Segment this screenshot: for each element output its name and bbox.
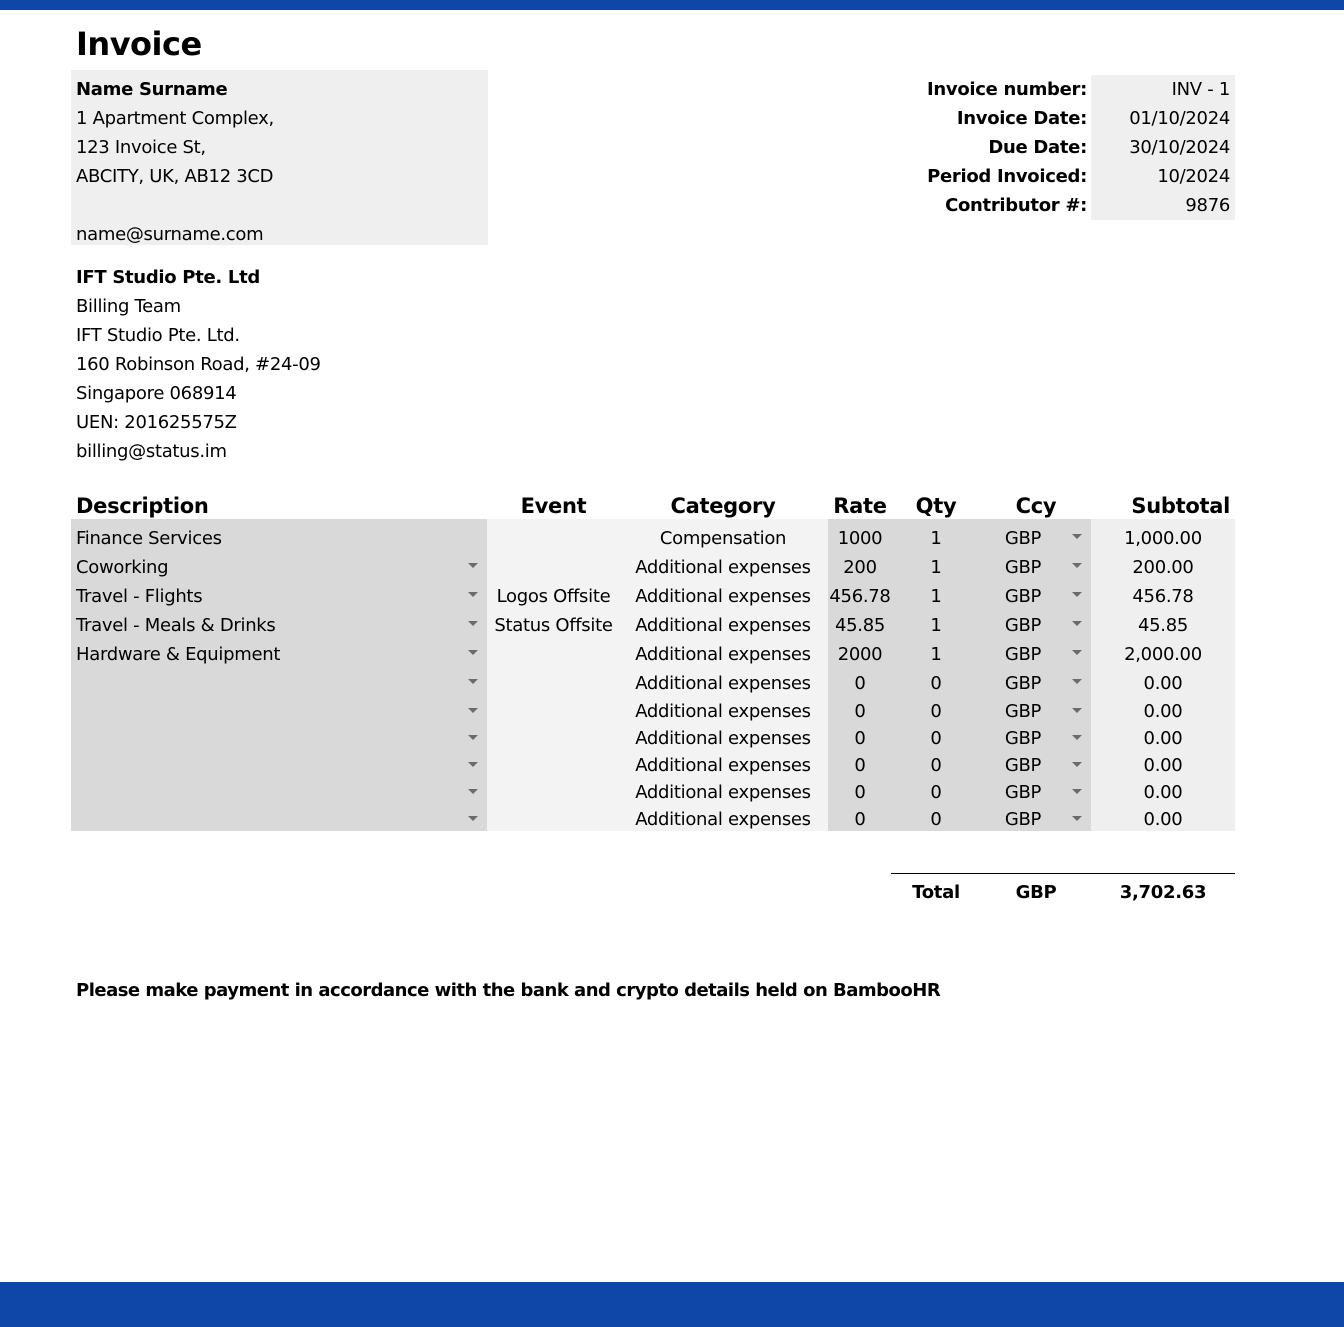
currency-cell[interactable]: GBP [1004, 673, 1042, 694]
description-dropdown-icon[interactable] [468, 708, 478, 713]
table-row [0, 640, 1344, 669]
recipient-email: billing@status.im [76, 441, 227, 462]
description-cell[interactable]: Hardware & Equipment [76, 644, 281, 665]
currency-cell[interactable]: GBP [1004, 528, 1042, 549]
subtotal-cell: 456.78 [1132, 586, 1194, 607]
category-cell: Additional expenses [635, 673, 811, 694]
description-dropdown-icon[interactable] [468, 679, 478, 684]
category-cell: Additional expenses [635, 557, 811, 578]
subtotal-cell: 1,000.00 [1124, 528, 1202, 549]
rate-cell[interactable]: 200 [843, 557, 877, 578]
qty-cell[interactable]: 1 [930, 586, 942, 607]
page-title: Invoice [76, 25, 202, 63]
currency-dropdown-icon[interactable] [1072, 621, 1082, 626]
currency-dropdown-icon[interactable] [1072, 679, 1082, 684]
category-cell: Additional expenses [635, 728, 811, 749]
description-dropdown-icon[interactable] [468, 762, 478, 767]
qty-cell[interactable]: 1 [930, 644, 942, 665]
header-subtotal: Subtotal [1131, 494, 1230, 518]
qty-cell[interactable]: 0 [930, 782, 942, 803]
currency-cell[interactable]: GBP [1004, 728, 1042, 749]
description-cell[interactable]: Coworking [76, 557, 169, 578]
contributor-number-label: Contributor #: [945, 195, 1087, 216]
invoice-date-label: Invoice Date: [956, 108, 1087, 129]
table-row [0, 698, 1344, 725]
subtotal-cell: 0.00 [1143, 701, 1183, 722]
total-currency: GBP [1015, 882, 1057, 903]
qty-cell[interactable]: 0 [930, 728, 942, 749]
rate-cell[interactable]: 0 [854, 809, 866, 830]
subtotal-cell: 0.00 [1143, 809, 1183, 830]
header-event: Event [520, 494, 587, 518]
currency-cell[interactable]: GBP [1004, 755, 1042, 776]
header-ccy: Ccy [1015, 494, 1057, 518]
sender-email[interactable]: name@surname.com [76, 224, 264, 245]
currency-cell[interactable]: GBP [1004, 586, 1042, 607]
rate-cell[interactable]: 0 [854, 728, 866, 749]
category-cell: Additional expenses [635, 809, 811, 830]
rate-cell[interactable]: 0 [854, 673, 866, 694]
description-dropdown-icon[interactable] [468, 592, 478, 597]
total-label: Total [912, 882, 960, 903]
currency-dropdown-icon[interactable] [1072, 563, 1082, 568]
currency-dropdown-icon[interactable] [1072, 650, 1082, 655]
rate-cell[interactable]: 0 [854, 782, 866, 803]
recipient-line: Singapore 068914 [76, 383, 237, 404]
sender-address-line[interactable]: 123 Invoice St, [76, 137, 206, 158]
currency-cell[interactable]: GBP [1004, 782, 1042, 803]
table-row [0, 806, 1344, 833]
recipient-details [76, 263, 321, 466]
recipient-line: 160 Robinson Road, #24-09 [76, 354, 321, 375]
table-row [0, 524, 1344, 553]
subtotal-cell: 0.00 [1143, 755, 1183, 776]
rate-cell[interactable]: 45.85 [834, 615, 886, 636]
header-qty: Qty [915, 494, 957, 518]
top-brand-bar [0, 0, 1344, 10]
currency-dropdown-icon[interactable] [1072, 762, 1082, 767]
currency-dropdown-icon[interactable] [1072, 789, 1082, 794]
currency-dropdown-icon[interactable] [1072, 534, 1082, 539]
period-invoiced-field[interactable]: 10/2024 [1157, 166, 1230, 187]
category-cell: Additional expenses [635, 755, 811, 776]
category-cell: Additional expenses [635, 615, 811, 636]
table-row [0, 553, 1344, 582]
category-cell: Compensation [659, 528, 787, 549]
subtotal-cell: 2,000.00 [1124, 644, 1202, 665]
table-row [0, 752, 1344, 779]
currency-dropdown-icon[interactable] [1072, 735, 1082, 740]
table-row [0, 669, 1344, 698]
sender-address-line[interactable]: 1 Apartment Complex, [76, 108, 274, 129]
period-invoiced-label: Period Invoiced: [927, 166, 1087, 187]
event-cell[interactable]: Logos Offsite [496, 586, 611, 607]
recipient-name: IFT Studio Pte. Ltd [76, 267, 260, 288]
currency-cell[interactable]: GBP [1004, 809, 1042, 830]
description-dropdown-icon[interactable] [468, 735, 478, 740]
header-rate: Rate [833, 494, 887, 518]
rate-cell[interactable]: 0 [854, 755, 866, 776]
qty-cell[interactable]: 0 [930, 809, 942, 830]
table-row [0, 582, 1344, 611]
event-cell[interactable]: Status Offsite [494, 615, 613, 636]
qty-cell[interactable]: 1 [930, 557, 942, 578]
currency-dropdown-icon[interactable] [1072, 816, 1082, 821]
recipient-line: IFT Studio Pte. Ltd. [76, 325, 240, 346]
recipient-line: UEN: 201625575Z [76, 412, 237, 433]
rate-cell[interactable]: 2000 [837, 644, 883, 665]
description-dropdown-icon[interactable] [468, 816, 478, 821]
recipient-line: Billing Team [76, 296, 181, 317]
currency-cell[interactable]: GBP [1004, 557, 1042, 578]
due-date-label: Due Date: [988, 137, 1087, 158]
invoice-number-label: Invoice number: [927, 79, 1087, 100]
qty-cell[interactable]: 0 [930, 673, 942, 694]
currency-dropdown-icon[interactable] [1072, 592, 1082, 597]
subtotal-cell: 0.00 [1143, 728, 1183, 749]
header-category: Category [670, 494, 776, 518]
invoice-date-field[interactable]: 01/10/2024 [1129, 108, 1230, 129]
subtotal-cell: 200.00 [1132, 557, 1194, 578]
qty-cell[interactable]: 0 [930, 701, 942, 722]
total-divider [891, 873, 1235, 874]
category-cell: Additional expenses [635, 644, 811, 665]
contributor-number-field[interactable]: 9876 [1185, 195, 1230, 216]
due-date-field[interactable]: 30/10/2024 [1129, 137, 1230, 158]
table-row [0, 611, 1344, 640]
description-cell[interactable]: Travel - Meals & Drinks [76, 615, 276, 636]
total-row [0, 880, 1344, 906]
category-cell: Additional expenses [635, 782, 811, 803]
qty-cell[interactable]: 1 [930, 528, 942, 549]
description-dropdown-icon[interactable] [468, 789, 478, 794]
header-description: Description [76, 494, 209, 518]
table-row [0, 779, 1344, 806]
category-cell: Additional expenses [635, 701, 811, 722]
sender-details [76, 75, 274, 249]
table-row [0, 725, 1344, 752]
sender-blank-line[interactable] [76, 191, 274, 220]
category-cell: Additional expenses [635, 586, 811, 607]
description-dropdown-icon[interactable] [468, 563, 478, 568]
bottom-brand-bar [0, 1282, 1344, 1327]
currency-cell[interactable]: GBP [1004, 701, 1042, 722]
sender-name[interactable]: Name Surname [76, 79, 228, 100]
description-dropdown-icon[interactable] [468, 621, 478, 626]
subtotal-cell: 0.00 [1143, 782, 1183, 803]
invoice-meta-labels [880, 75, 1087, 220]
subtotal-cell: 45.85 [1137, 615, 1189, 636]
subtotal-cell: 0.00 [1143, 673, 1183, 694]
total-amount: 3,702.63 [1119, 882, 1207, 903]
description-cell[interactable]: Travel - Flights [76, 586, 203, 607]
invoice-meta-values [1091, 75, 1235, 220]
currency-dropdown-icon[interactable] [1072, 708, 1082, 713]
sender-address-line[interactable]: ABCITY, UK, AB12 3CD [76, 166, 274, 187]
invoice-number-field[interactable]: INV - 1 [1171, 79, 1230, 100]
qty-cell[interactable]: 1 [930, 615, 942, 636]
rate-cell[interactable]: 0 [854, 701, 866, 722]
currency-cell[interactable]: GBP [1004, 644, 1042, 665]
description-cell[interactable]: Finance Services [76, 528, 222, 549]
rate-cell[interactable]: 1000 [837, 528, 883, 549]
rate-cell[interactable]: 456.78 [829, 586, 891, 607]
qty-cell[interactable]: 0 [930, 755, 942, 776]
line-items-header [0, 492, 1344, 519]
currency-cell[interactable]: GBP [1004, 615, 1042, 636]
payment-note: Please make payment in accordance with the bank and crypto details held on BambooHR [76, 980, 941, 1001]
description-dropdown-icon[interactable] [468, 650, 478, 655]
